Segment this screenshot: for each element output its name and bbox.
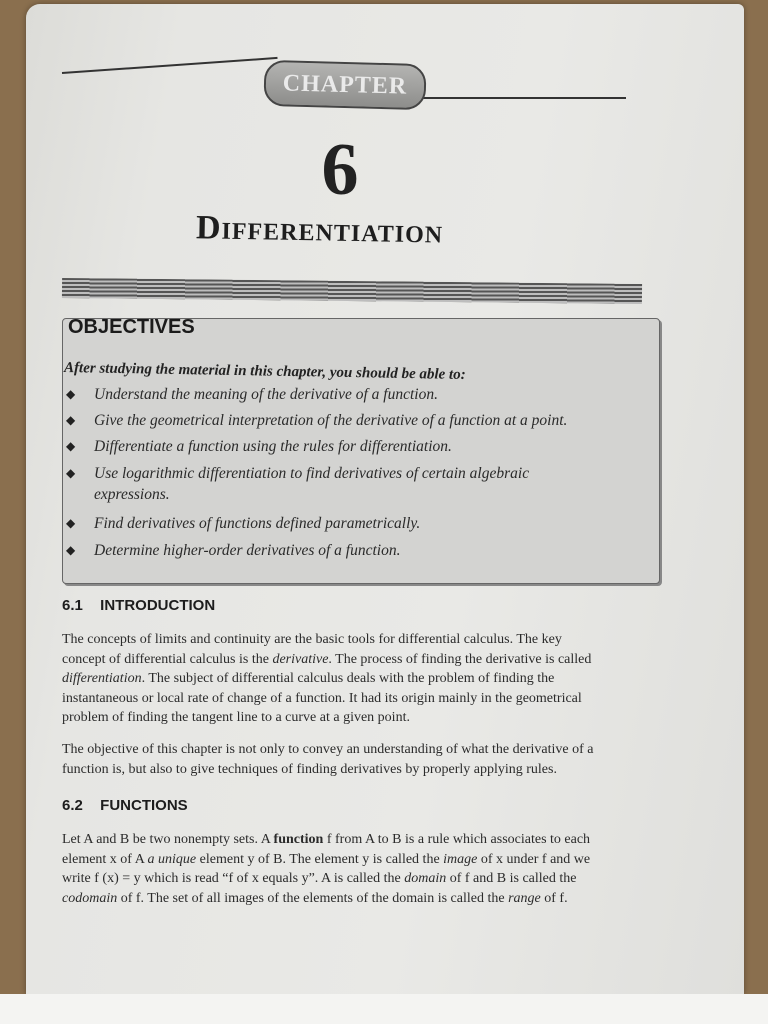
chapter-label: CHAPTER [282, 69, 408, 100]
diamond-bullet-icon: ◆ [66, 439, 76, 453]
section-title: FUNCTIONS [100, 797, 188, 814]
functions-paragraph: Let A and B be two nonempty sets. A function f from A to B is a rule which associates to each element x of A a unique element y of B. The element y is called the image of x under f and we write f (x) = y which is read “f of x equals y”. A is called the domain of f and B is called the codomain of f. The set of all images of the elements of the domain is called the range of f. [62, 832, 591, 906]
objectives-heading: OBJECTIVES [68, 316, 195, 338]
objectives-intro: After studying the material in this chapter, you should be able to: [63, 360, 466, 384]
section-heading-functions [62, 797, 188, 814]
introduction-paragraph-1: The concepts of limits and continuity are the basic tools for differential calculus. The key concept of differential calculus is the derivative. The process of finding the derivative is called differentiation. The subject of differential calculus deals with the problem of finding the instantaneous or local rate of change of a function. It had its origin mainly in the geometrical problem of finding the tangent line to a curve at a given point. [62, 632, 592, 725]
diamond-bullet-icon: ◆ [66, 387, 76, 401]
section-number: 6.2 [62, 797, 83, 814]
section-title: INTRODUCTION [100, 597, 216, 614]
chapter-title: Differentiation [195, 209, 444, 251]
diamond-bullet-icon: ◆ [66, 413, 76, 427]
background-surface [0, 994, 768, 1024]
diamond-bullet-icon: ◆ [66, 543, 76, 557]
chapter-rule-right [420, 97, 626, 99]
chapter-number: 6 [321, 129, 359, 211]
introduction-paragraph-2: The objective of this chapter is not only to convey an understanding of what the derivative of a function is, but also to give techniques of finding derivatives by properly applying rules. [62, 742, 594, 777]
section-number: 6.1 [62, 597, 83, 614]
diamond-bullet-icon: ◆ [66, 466, 76, 480]
section-heading-introduction [62, 597, 215, 614]
diamond-bullet-icon: ◆ [66, 516, 76, 530]
chapter-label-badge [263, 60, 426, 110]
